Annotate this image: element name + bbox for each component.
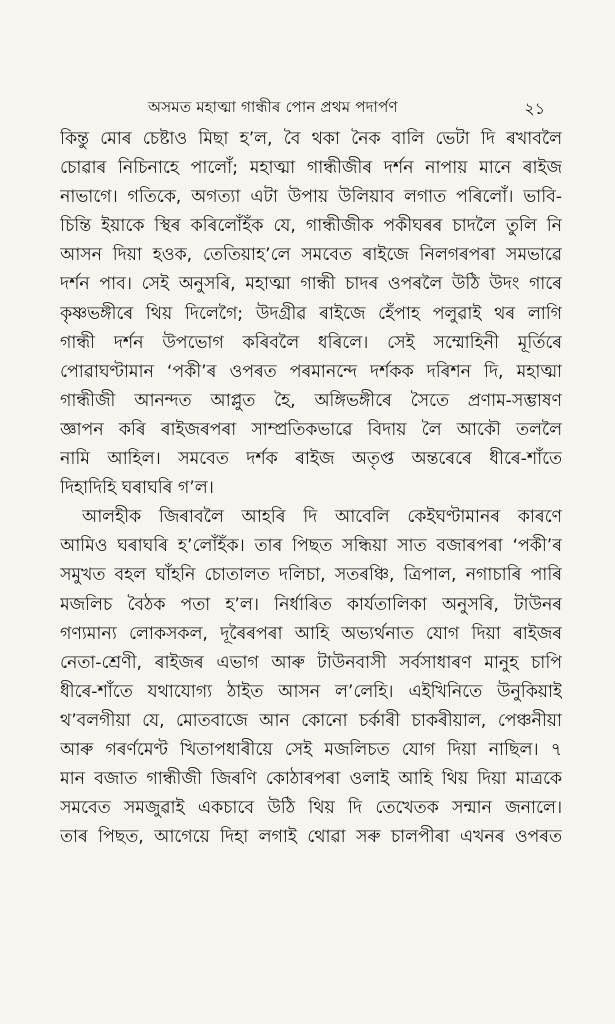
paragraph bbox=[60, 503, 562, 852]
text-line: নাভাগে। গতিকে, অগত্যা এটা উপায় উলিয়াব লগাত পৰিলোঁ। ভাবি- bbox=[60, 187, 562, 208]
text-line: নেতা-শ্ৰেণী, ৰাইজৰ এভাগ আৰু টাউনবাসী সৰ্বসাধাৰণ মানুহ চাপি bbox=[60, 652, 562, 673]
text-line: আলহীক জিৰাবলৈ আহৰি দি আবেলি কেইঘণ্টামানৰ কাৰণে bbox=[82, 507, 562, 528]
text-line: আমিও ঘৰাঘৰি হ’লোঁহঁক। তাৰ পিছত সন্ধিয়া সাত বজাৰপৰা ‘পকী’ৰ bbox=[60, 536, 562, 557]
text-line: আৰু গৰৰ্ণমেণ্ট খিতাপধাৰীয়ে সেই মজলিচত যোগ দিয়া নাছিল। ৭ bbox=[60, 739, 562, 760]
text-line: সমবেত সমজুৱাই একচাবে উঠি থিয় দি তেখেতক সন্মান জনালে। bbox=[60, 798, 562, 819]
text-line: আসন দিয়া হওক, তেতিয়াহ’লে সমবেত ৰাইজে নিলগৰপৰা সমভাৱে bbox=[60, 245, 562, 266]
text-line: গণ্যমান্য লোকসকল, দূৰৈৰপৰা আহি অভ্যৰ্থনাত যোগ দিয়া ৰাইজৰ bbox=[60, 623, 562, 644]
text-line: পোৱাঘণ্টামান ‘পকী’ৰ ওপৰত পৰমানন্দে দৰ্শকক দৰিশন দি, মহাত্মা bbox=[60, 361, 562, 382]
text-line: সমুখত বহল ঘাঁহনি চোতালত দলিচা, সতৰঞ্চি, ত্ৰিপাল, নগাচাৰি পাৰি bbox=[60, 565, 562, 586]
text-line: কিন্তু মোৰ চেষ্টাও মিছা হ’ল, বৈ থকা নৈক বালি ভেটা দি ৰখাবলৈ bbox=[60, 129, 562, 149]
text-line: দৰ্শন পাব। সেই অনুসৰি, মহাত্মা গান্ধী চাদৰ ওপৰলৈ উঠি উদং গাৰে bbox=[60, 274, 562, 295]
text-line: চোৱাৰ নিচিনাহে পালোঁ; মহাত্মা গান্ধীজীৰ দৰ্শন নাপায় মানে ৰাইজ bbox=[60, 158, 562, 179]
text-line: গান্ধীজী আনন্দত আপ্লুত হৈ, অঙ্গিভঙ্গীৰে সৈতে প্ৰণাম-সম্ভাষণ bbox=[60, 390, 562, 411]
text-line: চিন্তি ইয়াকে স্থিৰ কৰিলোঁহঁক যে, গান্ধীজীক পকীঘৰৰ চাদলৈ তুলি নি bbox=[60, 216, 562, 237]
text-line: ধীৰে-শাঁতে যথাযোগ্য ঠাইত আসন ল’লেহি। এইখিনিতে উনুকিয়াই bbox=[60, 681, 562, 702]
text-line: তাৰ পিছত, আগেয়ে দিহা লগাই থোৱা সৰু চালপীৰা এখনৰ ওপৰত bbox=[60, 827, 562, 848]
text-line: জ্ঞাপন কৰি ৰাইজৰপৰা সাম্প্ৰতিকভাৱে বিদায় লৈ আকৌ তললৈ bbox=[60, 419, 562, 440]
page-number: ২১ bbox=[524, 99, 545, 118]
text-line: মজলিচ বৈঠক পতা হ’ল। নিৰ্ধাৰিত কাৰ্যতালিকা অনুসৰি, টাউনৰ bbox=[60, 594, 562, 615]
text-line: থ’বলগীয়া যে, মোতবাজে আন কোনো চৰ্কাৰী চাকৰীয়াল, পেঞ্চনীয়া bbox=[60, 710, 562, 731]
text-line: মান বজাত গান্ধীজী জিৰণি কোঠাৰপৰা ওলাই আহি থিয় দিয়া মাত্ৰকে bbox=[60, 769, 562, 790]
running-title: অসমত মহাত্মা গান্ধীৰ পোন প্ৰথম পদাৰ্পণ bbox=[148, 98, 398, 116]
text-line: কৃষ্ণভঙ্গীৰে থিয় দিলেগৈ; উদগ্ৰীৱ ৰাইজে হেঁপাহ পলুৱাই থৰ লাগি bbox=[60, 303, 562, 324]
paragraph bbox=[60, 125, 562, 503]
text-line: দিহাদিহি ঘৰাঘৰি গ’ল। bbox=[60, 478, 214, 499]
page-header bbox=[60, 96, 555, 120]
body-text bbox=[60, 125, 562, 852]
text-line: নামি আহিল। সমবেত দৰ্শক ৰাইজ অতৃপ্ত অন্তৰেৰে ধীৰে-শাঁতে bbox=[60, 449, 562, 470]
text-line: গান্ধী দৰ্শন উপভোগ কৰিবলৈ ধৰিলে। সেই সম্মোহিনী মূৰ্তিৰে bbox=[60, 332, 562, 353]
